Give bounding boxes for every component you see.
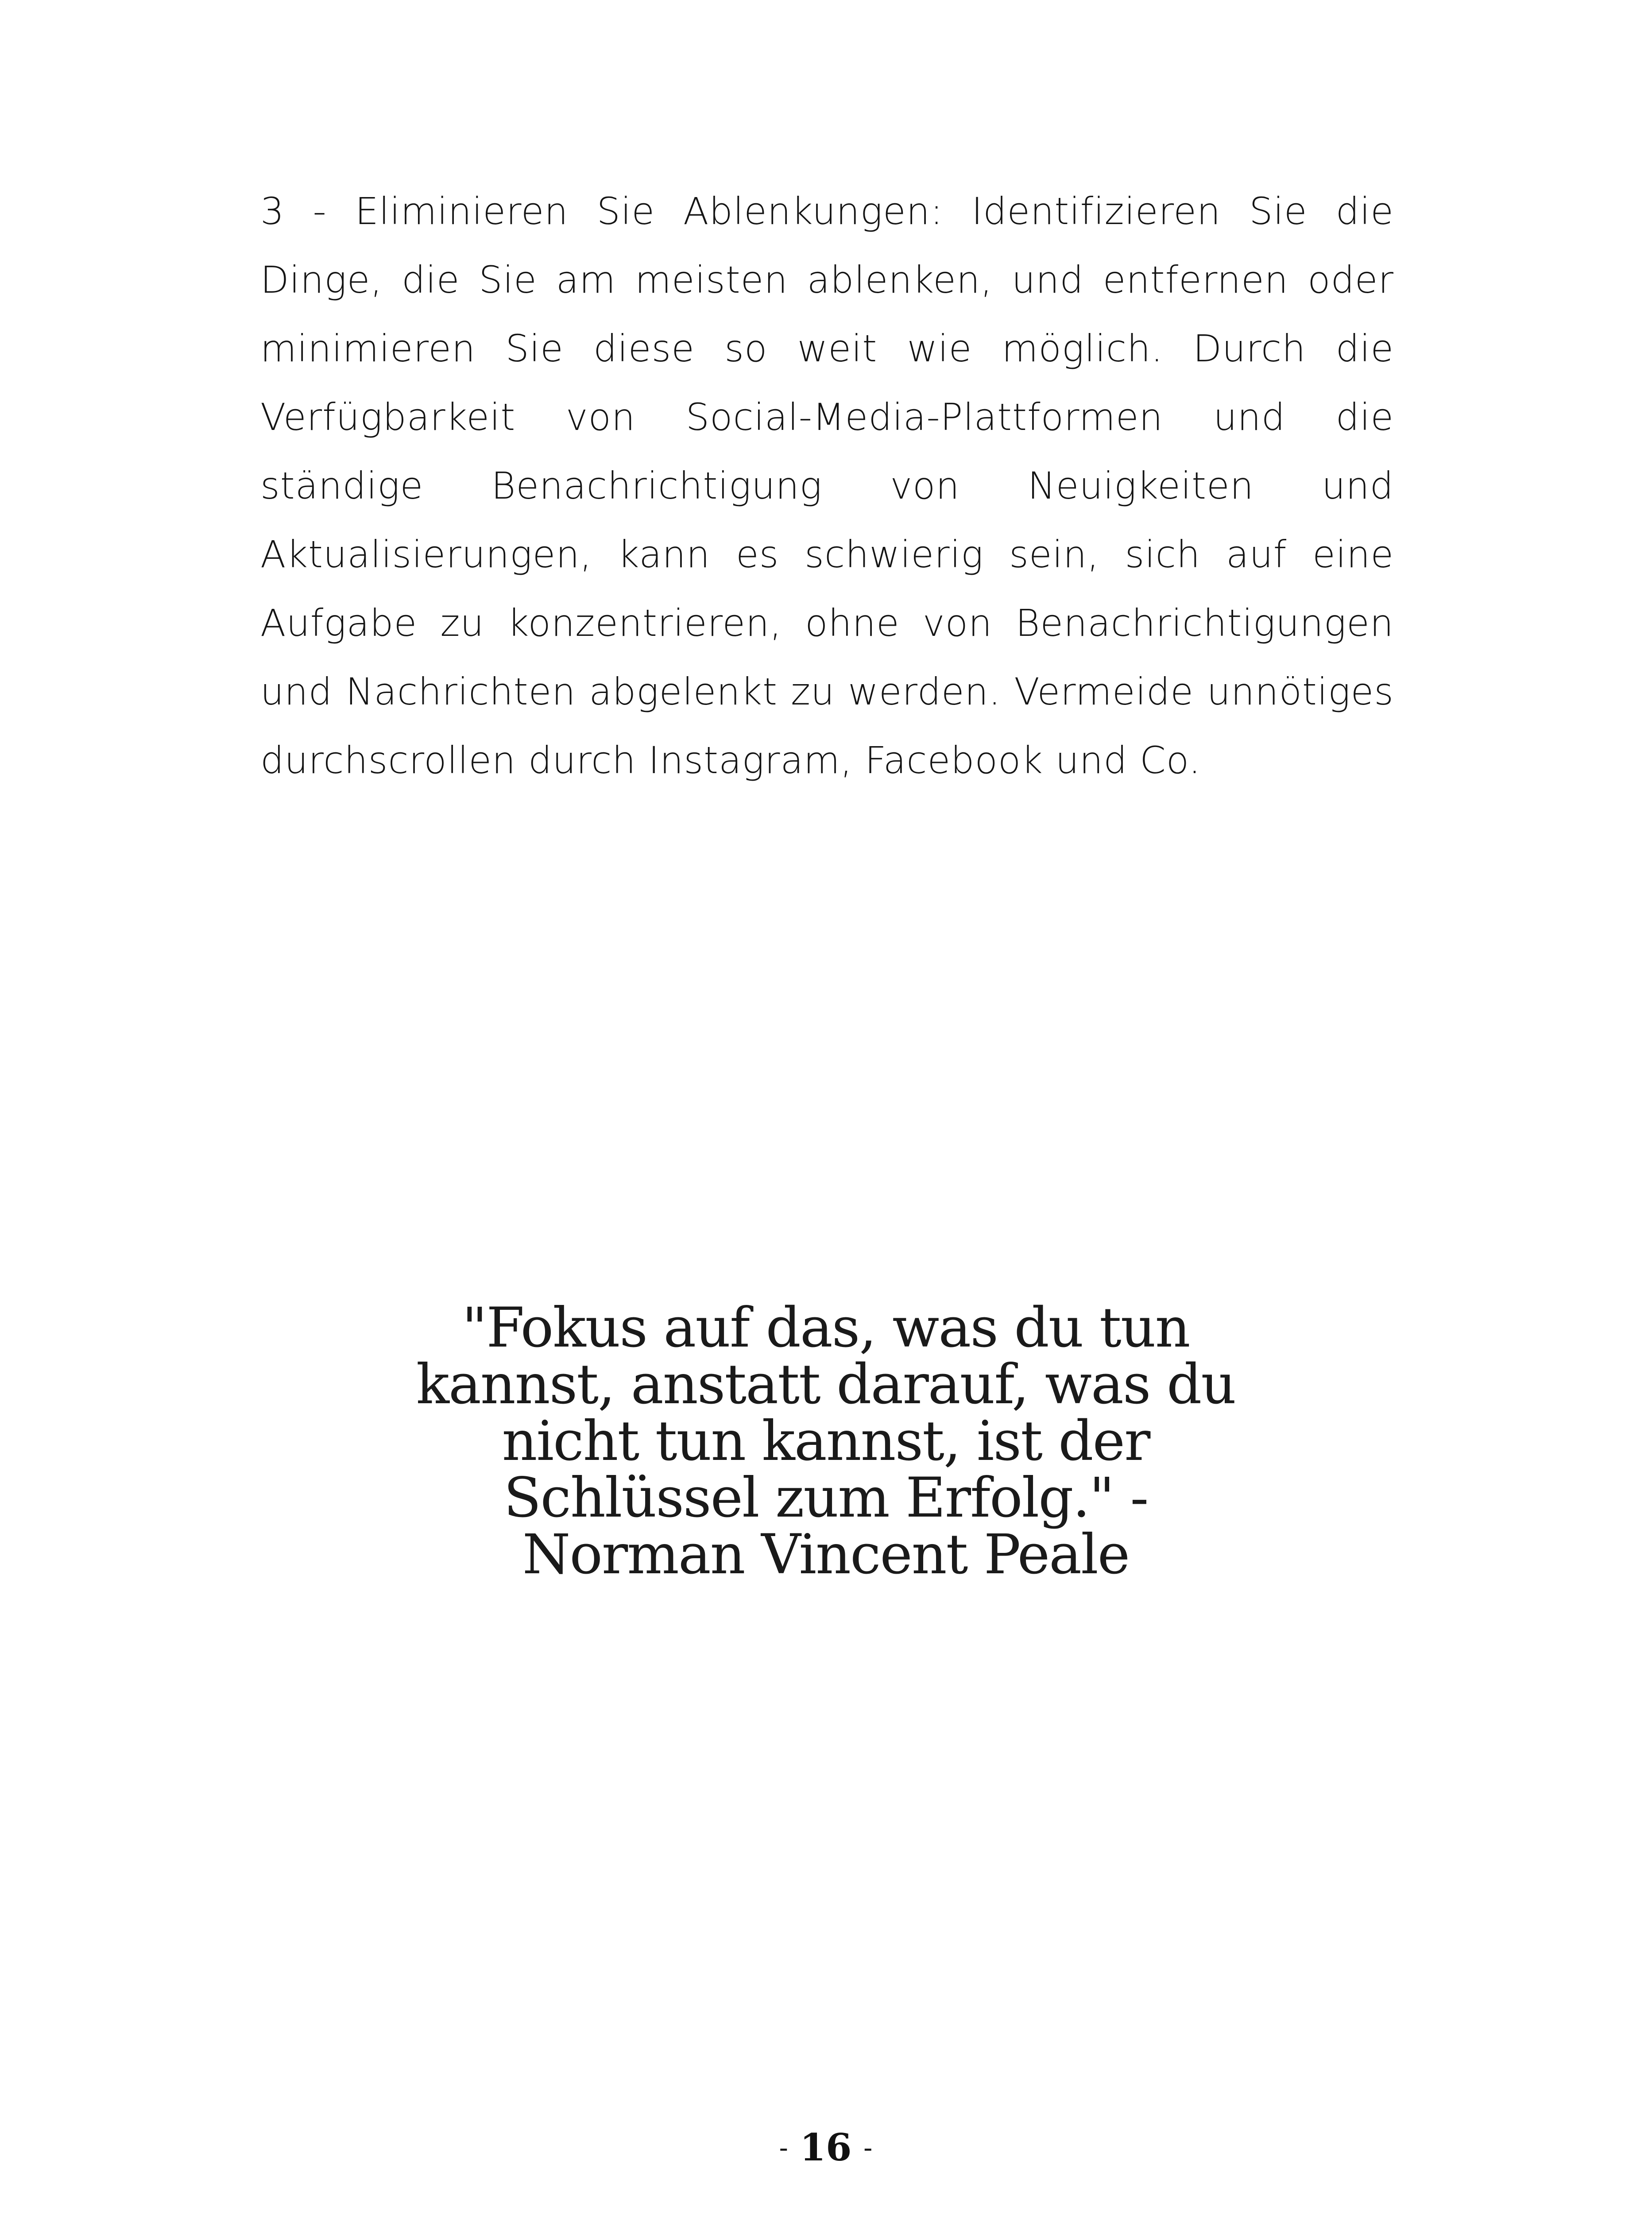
body-paragraph: 3 - Eliminieren Sie Ablenkungen: Identifizieren Sie die Dinge, die Sie am meisten ablenken, und entfernen oder minimieren Sie diese so weit wie möglich. Durch die Verfügbarkeit von Social-Media-Plattformen und die ständige Benachrichtigung von Neuigkeiten und Aktualisierungen, kann es schwierig sein, sich auf eine Aufgabe zu konzentrieren, ohne von Benachrichtigungen und Nachrichten abgelenkt zu werden. Vermeide unnötiges durchscrollen durch Instagram, Facebook und Co. [260, 190, 1394, 782]
page-number [737, 2125, 914, 2170]
page-number-value: 16 [800, 2125, 852, 2169]
page-number-left-dash: - [779, 2133, 788, 2164]
pull-quote: "Fokus auf das, was du tun kannst, anstatt darauf, was du nicht tun kannst, ist der Schlüssel zum Erfolg." - Norman Vincent Peale [416, 1296, 1236, 1587]
page-number-right-dash: - [863, 2133, 873, 2164]
